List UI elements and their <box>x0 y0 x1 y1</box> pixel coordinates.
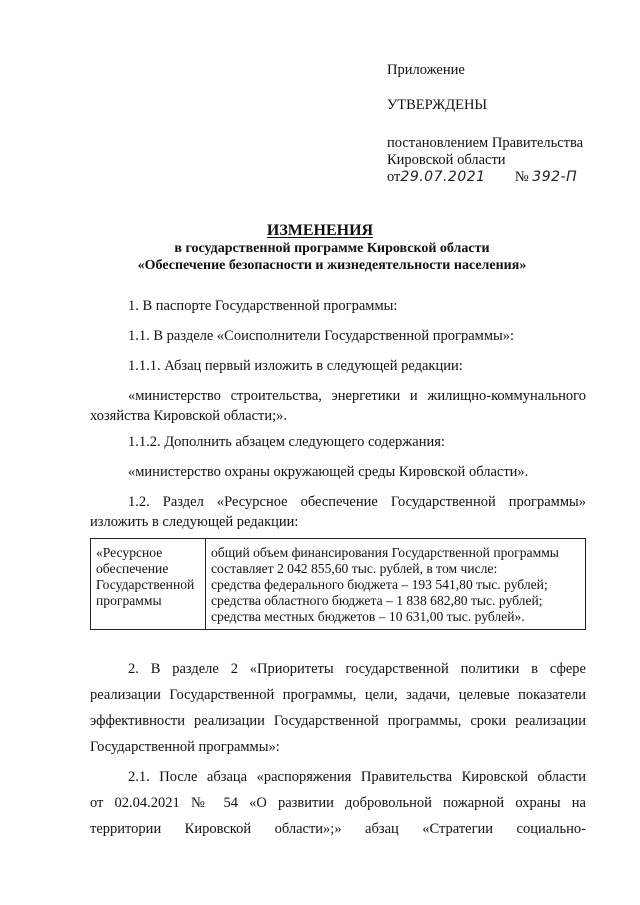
decree-line-2: Кировской области <box>387 152 506 168</box>
paragraph-1-1: 1.1. В разделе «Соисполнители Государственной программы»: <box>128 328 515 344</box>
appendix-label: Приложение <box>387 62 465 78</box>
table-content-line: составляет 2 042 855,60 тыс. рублей, в том числе: <box>211 561 498 576</box>
handwritten-number: 392-П <box>532 169 578 185</box>
paragraph-2-line-1: 2. В разделе 2 «Приоритеты государственной политики в сфере <box>128 661 586 677</box>
table-row <box>91 539 586 630</box>
title-main: ИЗМЕНЕНИЯ <box>266 222 374 239</box>
table-label-line: «Ресурсное <box>96 545 163 560</box>
table-content-line: общий объем финансирования Государственной программы <box>211 545 559 560</box>
paragraph-2-1-line-3: территории Кировской области»;» абзац «Стратегии социально- <box>90 821 586 837</box>
paragraph-2-line-2: реализации Государственной программы, цели, задачи, целевые показатели <box>90 687 586 703</box>
handwritten-date: 29.07.2021 <box>400 169 486 185</box>
table-content-line: средства областного бюджета – 1 838 682,80 тыс. рублей; <box>211 593 543 608</box>
resource-table <box>90 538 586 630</box>
number-prefix: № <box>514 169 529 185</box>
quote-1-line-1: «министерство строительства, энергетики и жилищно-коммунального <box>128 388 586 404</box>
paragraph-2-line-3: эффективности реализации Государственной программы, сроки реализации <box>90 713 586 729</box>
paragraph-1-2 <box>90 492 586 532</box>
quote-1 <box>90 386 586 426</box>
table-label-line: обеспечение <box>96 561 169 576</box>
paragraph-2 <box>90 656 586 760</box>
paragraph-1-1-2: 1.1.2. Дополнить абзацем следующего содержания: <box>128 434 445 450</box>
table-label-line: Государственной <box>96 577 195 592</box>
table-cell-content <box>206 539 586 630</box>
paragraph-1-2-line-1: 1.2. Раздел «Ресурсное обеспечение Государственной программы» <box>128 494 586 510</box>
table-content-line: средства федерального бюджета – 193 541,80 тыс. рублей; <box>211 577 548 592</box>
table-label-line: программы <box>96 593 162 608</box>
paragraph-2-1-line-2: от 02.04.2021 № 54 «О развитии добровольной пожарной охраны на <box>90 795 586 811</box>
quote-1-line-2: хозяйства Кировской области;». <box>90 408 288 424</box>
approved-label: УТВЕРЖДЕНЫ <box>387 97 488 113</box>
paragraph-2-1 <box>90 764 586 842</box>
paragraph-1-2-line-2: изложить в следующей редакции: <box>90 514 299 530</box>
quote-2: «министерство охраны окружающей среды Кировской области». <box>128 464 529 480</box>
table-cell-label <box>91 539 206 630</box>
document-body <box>90 296 586 842</box>
date-prefix: от <box>387 169 401 185</box>
paragraph-1-1-1: 1.1.1. Абзац первый изложить в следующей редакции: <box>128 358 463 374</box>
approval-block <box>387 62 583 186</box>
paragraph-2-1-line-1: 2.1. После абзаца «распоряжения Правительства Кировской области <box>128 769 586 785</box>
paragraph-1: 1. В паспорте Государственной программы: <box>128 298 398 314</box>
paragraph-2-line-4: Государственной программы»: <box>90 739 280 755</box>
title-line-3: «Обеспечение безопасности и жизнедеятельности населения» <box>137 258 527 273</box>
decree-date-line <box>387 169 583 186</box>
table-content-line: средства местных бюджетов – 10 631,00 тыс. рублей». <box>211 609 525 624</box>
decree-line-1: постановлением Правительства <box>387 135 584 151</box>
title-line-2: в государственной программе Кировской области <box>174 241 490 256</box>
document-title <box>0 222 640 274</box>
